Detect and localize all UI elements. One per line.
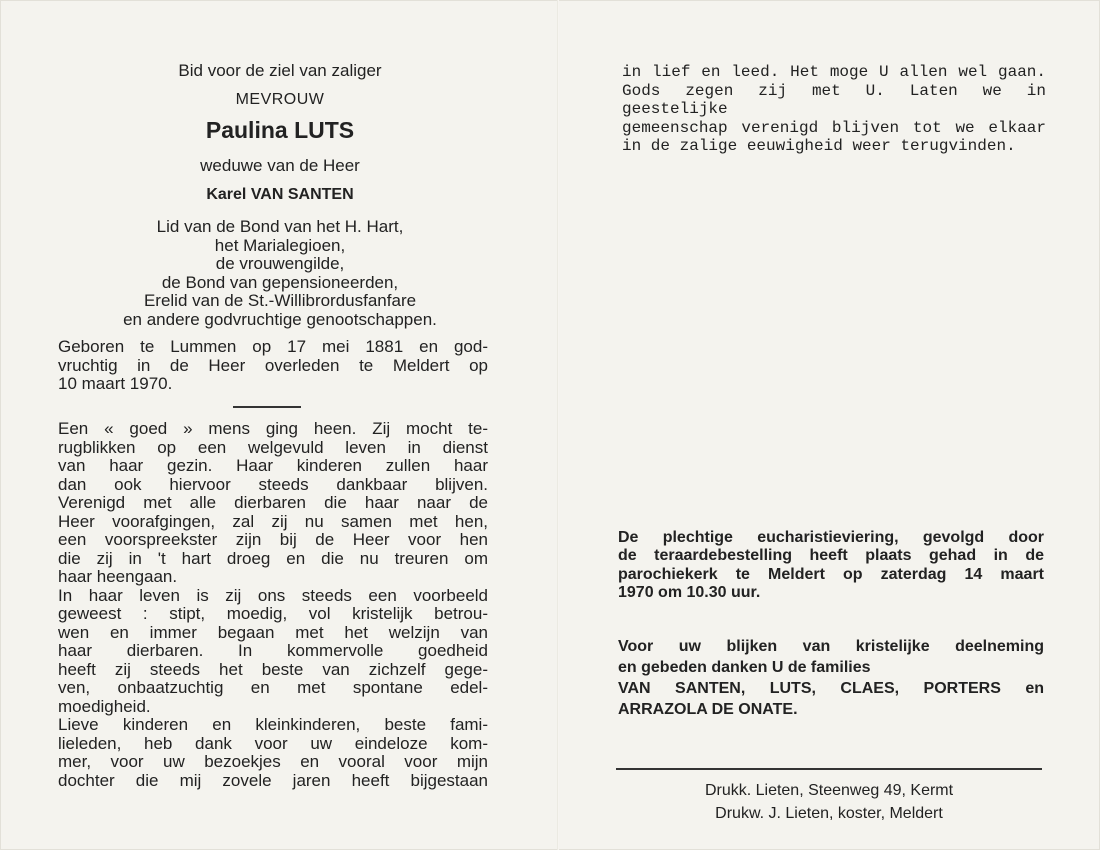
- ceremony-line: 1970 om 10.30 uur.: [618, 583, 761, 601]
- birth-death-paragraph: [58, 338, 488, 394]
- birth-line: vruchtig in de Heer overleden te Meldert op: [58, 355, 488, 375]
- tribute-line: rugblikken op een welgevuld leven in dienst: [58, 437, 488, 457]
- tribute-line: heeft zij steeds het beste van zichzelf gege-: [58, 659, 488, 679]
- deceased-name: Paulina LUTS: [205, 117, 355, 143]
- husband-name: Karel VAN SANTEN: [206, 186, 354, 203]
- birth-line: Geboren te Lummen op 17 mei 1881 en god-: [58, 337, 488, 356]
- membership-line: Erelid van de St.-Willibrordusfanfare: [143, 291, 417, 310]
- tribute-line: lieleden, heb dank voor uw eindeloze kom-: [58, 733, 488, 753]
- tribute-line: geweest : stipt, moedig, vol kristelijk betrou-: [58, 604, 488, 623]
- birth-line: 10 maart 1970.: [58, 374, 173, 393]
- closing-line: Gods zegen zij met U. Laten we in geestelijke: [622, 81, 1046, 118]
- tribute-line: haar heengaan.: [58, 567, 178, 586]
- right-page: [612, 0, 1054, 850]
- tribute-line: In haar leven is zij ons steeds een voorbeeld: [58, 585, 488, 605]
- membership-line: en andere godvruchtige genootschappen.: [123, 309, 437, 329]
- printer-line: Drukk. Lieten, Steenweg 49, Kermt: [704, 782, 954, 799]
- left-page: [50, 0, 490, 850]
- tribute-line: een voorspreekster zijn bij de Heer voor hen: [58, 530, 488, 549]
- tribute-paragraph: [58, 420, 488, 790]
- printer-credits: [616, 779, 1042, 825]
- tribute-line: die zij in 't hart droeg en die nu treuren om: [58, 548, 488, 568]
- widow-line: weduwe van de Heer: [200, 156, 360, 175]
- tribute-line: dochter die mij zovele jaren heeft bijgestaan: [58, 770, 488, 790]
- closing-paragraph: [622, 63, 1046, 156]
- closing-line: in de zalige eeuwigheid weer terugvinden.: [622, 137, 1016, 155]
- ceremony-line: de teraardebestelling heeft plaats gehad in de: [618, 547, 1044, 565]
- ceremony-line: parochiekerk te Meldert op zaterdag 14 maart: [618, 565, 1044, 583]
- tribute-line: Heer voorafgingen, zal zij nu samen met hen,: [58, 511, 488, 531]
- membership-line: de Bond van gepensioneerden,: [161, 272, 399, 292]
- tribute-line: Verenigd met alle dierbaren die haar naar de: [58, 493, 488, 512]
- printer-divider: [616, 768, 1042, 770]
- tribute-line: dan ook hiervoor steeds dankbaar blijven.: [58, 474, 488, 494]
- membership-line: het Marialegioen,: [214, 235, 346, 255]
- section-divider: [233, 406, 301, 408]
- closing-line: gemeenschap verenigd blijven tot we elkaar: [622, 118, 1046, 137]
- thanks-line: en gebeden danken U de families: [618, 659, 871, 676]
- tribute-line: Lieve kinderen en kleinkinderen, beste fami-: [58, 715, 488, 734]
- tribute-line: mer, voor uw bezoekjes en vooral voor mijn: [58, 752, 488, 771]
- membership-line: Lid van de Bond van het H. Hart,: [156, 217, 404, 236]
- thanks-line: Voor uw blijken van kristelijke deelneming: [618, 638, 1044, 655]
- tribute-line: moedigheid.: [58, 696, 151, 716]
- thanks-line: VAN SANTEN, LUTS, CLAES, PORTERS en: [618, 680, 1044, 697]
- memberships: [70, 218, 490, 329]
- tribute-line: wen en immer begaan met het welzijn van: [58, 622, 488, 642]
- tribute-line: haar dierbaren. In kommervolle goedheid: [58, 641, 488, 660]
- prayer-line: Bid voor de ziel van zaliger: [178, 61, 382, 80]
- ceremony-line: De plechtige eucharistieviering, gevolgd door: [618, 529, 1044, 546]
- title-mevrouw: MEVROUW: [235, 91, 325, 108]
- thanks-line: ARRAZOLA DE ONATE.: [618, 701, 798, 718]
- printer-line: Drukw. J. Lieten, koster, Meldert: [715, 805, 943, 822]
- thanks-paragraph: [618, 636, 1044, 720]
- tribute-line: Een « goed » mens ging heen. Zij mocht te-: [58, 419, 488, 438]
- tribute-line: van haar gezin. Haar kinderen zullen haar: [58, 456, 488, 475]
- card-fold: [557, 0, 559, 850]
- membership-line: de vrouwengilde,: [215, 254, 345, 273]
- tribute-line: ven, onbaatzuchtig en met spontane edel-: [58, 678, 488, 697]
- closing-line: in lief en leed. Het moge U allen wel gaan.: [622, 63, 1046, 81]
- ceremony-paragraph: [618, 529, 1044, 602]
